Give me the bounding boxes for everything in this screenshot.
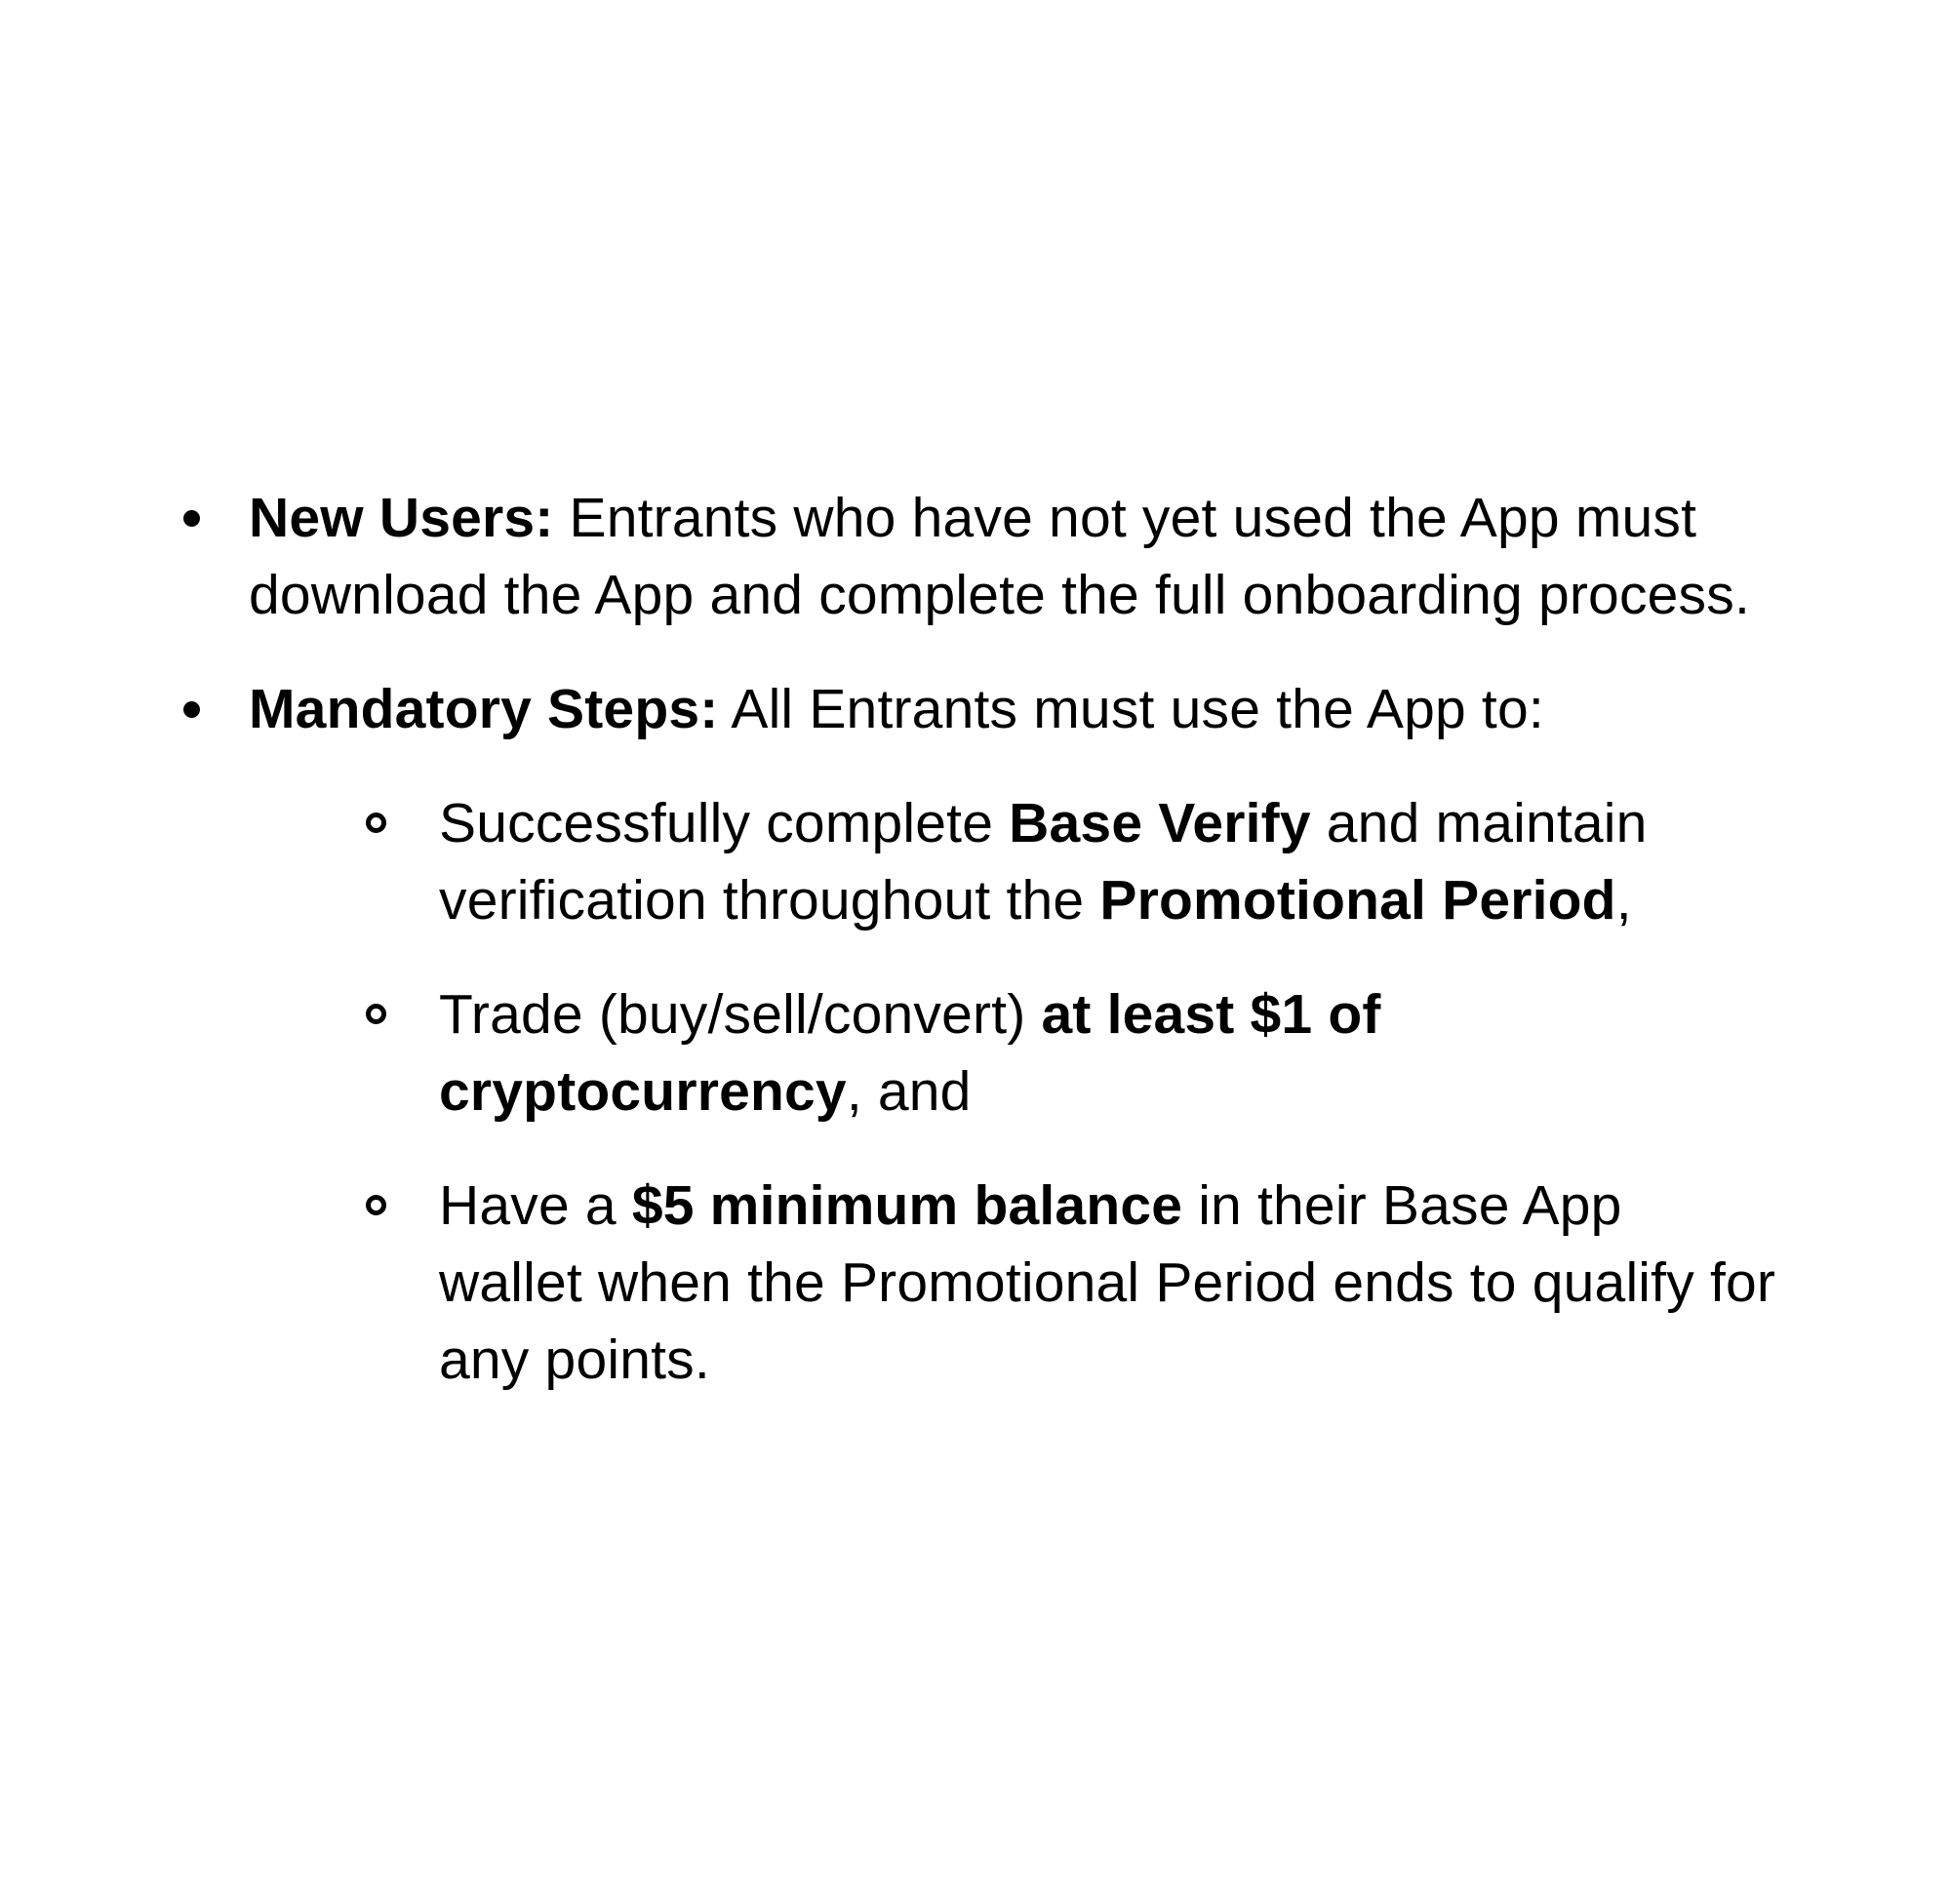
text-segment: Entrants who have not yet used the App must (553, 487, 1697, 549)
text-segment: wallet when the Promotional Period ends to qualify for (439, 1251, 1776, 1314)
bullet-item-text (439, 785, 1648, 939)
text-segment: $5 minimum balance (631, 1174, 1183, 1237)
text-line (439, 1168, 1775, 1245)
text-line (439, 976, 1381, 1053)
text-segment: Trade (buy/sell/convert) (439, 983, 1042, 1046)
bullet-marker (183, 480, 249, 634)
bullet-marker (366, 976, 439, 1130)
bullet-item-text (439, 1168, 1775, 1399)
text-segment: Successfully complete (439, 792, 1010, 854)
text-line (439, 1245, 1775, 1322)
text-segment: , (1615, 869, 1632, 932)
text-segment: verification throughout the (439, 869, 1100, 932)
text-segment: New Users: (249, 487, 554, 549)
bullet-icon (183, 701, 200, 718)
text-segment: at least $1 of (1041, 983, 1381, 1046)
text-segment: and maintain (1310, 792, 1648, 854)
text-line (439, 785, 1648, 862)
text-line (249, 557, 1750, 634)
bullet-item-text (249, 480, 1750, 634)
text-segment: , and (846, 1060, 972, 1123)
bullet-item-text (249, 671, 1544, 748)
sub-bullet-item-base-verify (366, 785, 1951, 939)
bullet-marker (183, 671, 249, 748)
text-segment: in their Base App (1182, 1174, 1622, 1237)
bullet-marker (366, 785, 439, 939)
text-segment: Have a (439, 1174, 632, 1237)
text-segment: Base Verify (1009, 792, 1311, 854)
circle-bullet-icon (366, 813, 386, 833)
bullet-item-new-users (183, 480, 1951, 634)
bullet-item-text (439, 976, 1381, 1130)
sub-bullet-item-minimum-balance (366, 1168, 1951, 1399)
bullet-marker (366, 1168, 439, 1399)
circle-bullet-icon (366, 1195, 386, 1215)
text-segment: any points. (439, 1329, 710, 1391)
text-segment: Mandatory Steps: (249, 678, 719, 740)
circle-bullet-icon (366, 1004, 386, 1024)
bullet-item-mandatory-steps (183, 671, 1951, 748)
text-line (439, 1053, 1381, 1130)
text-segment: Promotional Period (1099, 869, 1616, 932)
text-segment: cryptocurrency (439, 1060, 847, 1123)
text-line (249, 480, 1750, 557)
bullet-icon (183, 510, 200, 527)
bullet-list (0, 480, 1951, 1436)
text-segment: download the App and complete the full onboarding process. (249, 564, 1750, 626)
text-segment: All Entrants must use the App to: (718, 678, 1544, 740)
text-line (439, 862, 1648, 939)
text-line (439, 1322, 1775, 1399)
text-line (249, 671, 1544, 748)
sub-bullet-item-trade (366, 976, 1951, 1130)
